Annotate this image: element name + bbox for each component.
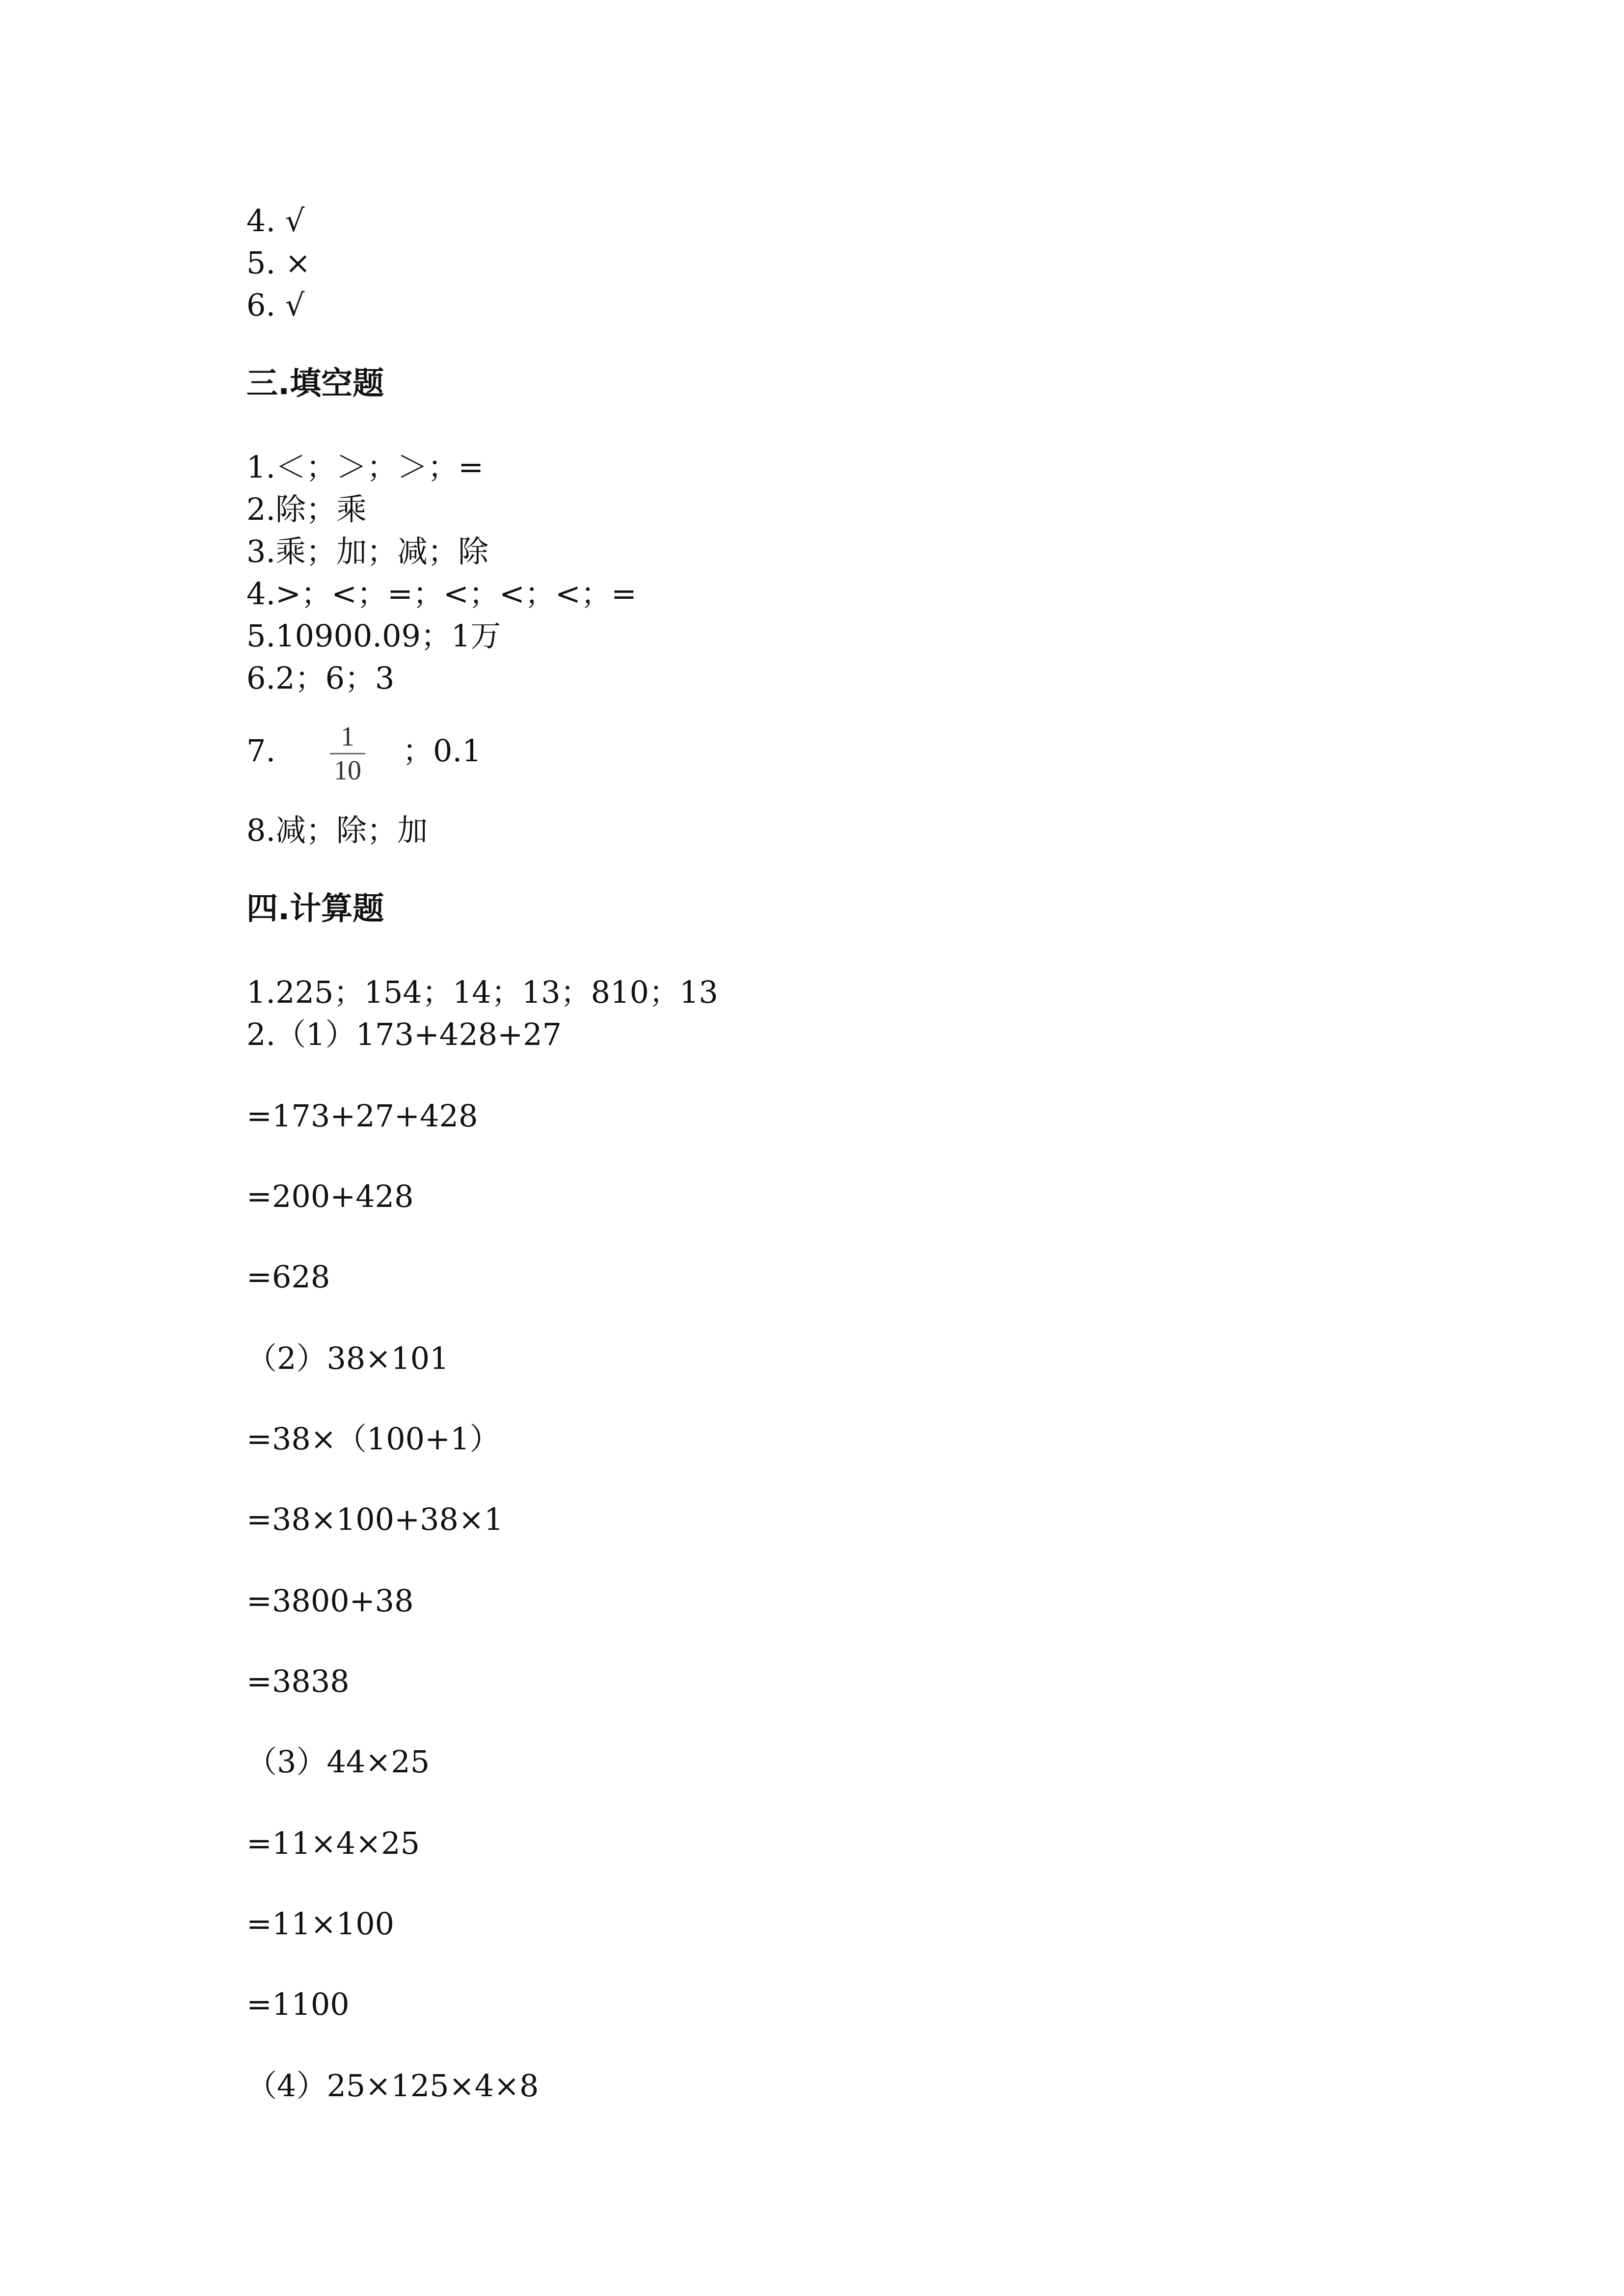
fill-answer-3: 3.乘；加；减；除 xyxy=(246,534,489,569)
fraction-bar xyxy=(330,753,365,754)
fill-answer-6: 6.2；6；3 xyxy=(246,660,395,696)
calc-line: （3）44×25 xyxy=(246,1744,430,1780)
calc-line: （2）38×101 xyxy=(246,1340,449,1376)
judge-answer-5: 5. × xyxy=(246,245,311,281)
section-4-title: 四.计算题 xyxy=(246,891,384,927)
judge-answer-6: 6. √ xyxy=(246,287,305,323)
calc-answer-1: 1.225；154；14；13；810；13 xyxy=(246,974,718,1010)
judge-answer-4: 4. √ xyxy=(246,203,305,239)
fill-answer-2: 2.除；乘 xyxy=(246,491,367,527)
fill-answer-7-rest: ；0.1 xyxy=(403,733,482,769)
calc-line: =38×（100+1） xyxy=(246,1421,500,1457)
calc-line: =3838 xyxy=(246,1663,350,1699)
calc-line: =628 xyxy=(246,1259,330,1295)
fraction-numerator: 1 xyxy=(341,721,354,752)
fill-answer-1: 1.＜；＞；＞；= xyxy=(246,449,484,485)
calc-line: =1100 xyxy=(246,1986,350,2022)
calc-line: =11×100 xyxy=(246,1906,395,1942)
calc-line: 2.（1）173+428+27 xyxy=(246,1016,562,1052)
calc-line: =38×100+38×1 xyxy=(246,1501,504,1537)
fraction-one-tenth xyxy=(328,721,367,786)
fill-answer-8: 8.减；除；加 xyxy=(246,812,428,848)
fill-answer-7-number: 7. xyxy=(246,733,276,769)
fill-answer-4: 4.>；<；=；<；<；<；= xyxy=(246,576,637,612)
fill-answer-5: 5.10900.09；1万 xyxy=(246,618,501,654)
fraction-denominator: 10 xyxy=(334,755,361,786)
calc-line: =173+27+428 xyxy=(246,1098,478,1134)
calc-line: =200+428 xyxy=(246,1178,414,1214)
calc-line: （4）25×125×4×8 xyxy=(246,2068,539,2104)
section-3-title: 三.填空题 xyxy=(246,366,384,402)
calc-line: =11×4×25 xyxy=(246,1825,420,1861)
calc-line: =3800+38 xyxy=(246,1583,414,1619)
